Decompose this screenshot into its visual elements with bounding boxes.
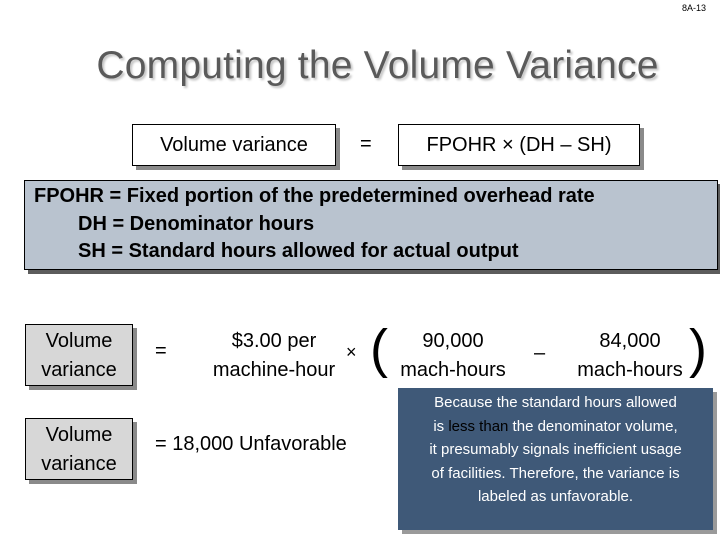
note-highlight: less than: [448, 417, 509, 435]
label-1-line1: Volume: [45, 330, 113, 352]
formula-equals: =: [360, 133, 372, 155]
slide-number: 8A-13: [681, 3, 706, 13]
note-line3: it presumably signals inefficient usage: [429, 441, 682, 458]
denominator-hours: [388, 327, 518, 385]
explanation-callout: [398, 388, 713, 530]
note-line1: Because the standard hours allowed: [434, 394, 677, 411]
definition-dh: DH = Denominator hours: [78, 213, 315, 235]
minus-sign: –: [534, 342, 546, 364]
open-paren: (: [370, 319, 388, 379]
formula-right-expression: FPOHR × (DH – SH): [426, 133, 612, 156]
note-line4: of facilities. Therefore, the variance is: [431, 464, 680, 482]
volume-variance-label-1: [25, 324, 133, 386]
label-1-line2: variance: [41, 359, 117, 381]
note-line2-pre: is: [433, 417, 449, 435]
sh-line2: mach-hours: [577, 359, 683, 381]
rate-line1: $3.00 per: [231, 330, 317, 352]
times-sign: ×: [346, 342, 357, 362]
dh-line2: mach-hours: [400, 359, 506, 381]
note-line2: [398, 415, 713, 439]
page-title: Computing the Volume Variance: [96, 44, 659, 87]
rate-line2: machine-hour: [212, 359, 336, 381]
formula-left-label: Volume variance: [160, 133, 308, 156]
definitions-box: [24, 180, 718, 270]
volume-variance-label-2: [25, 418, 133, 480]
rate-value: [210, 327, 338, 385]
label-2-line1: Volume: [45, 424, 113, 446]
dh-line1: 90,000: [422, 330, 484, 352]
variance-result: = 18,000 Unfavorable: [155, 433, 347, 455]
note-line2-post: the denominator volume,: [508, 417, 678, 435]
sh-line1: 84,000: [599, 330, 661, 352]
formula-left-box: [132, 124, 336, 166]
label-2-line2: variance: [41, 453, 117, 475]
calc-equals: =: [155, 340, 167, 362]
standard-hours: [565, 327, 695, 385]
definition-sh: SH = Standard hours allowed for actual output: [78, 240, 519, 262]
formula-right-box: [398, 124, 640, 166]
close-paren: ): [689, 319, 707, 379]
definition-fpohr: FPOHR = Fixed portion of the predetermined overhead rate: [34, 185, 595, 207]
note-line5: labeled as unfavorable.: [477, 488, 634, 505]
